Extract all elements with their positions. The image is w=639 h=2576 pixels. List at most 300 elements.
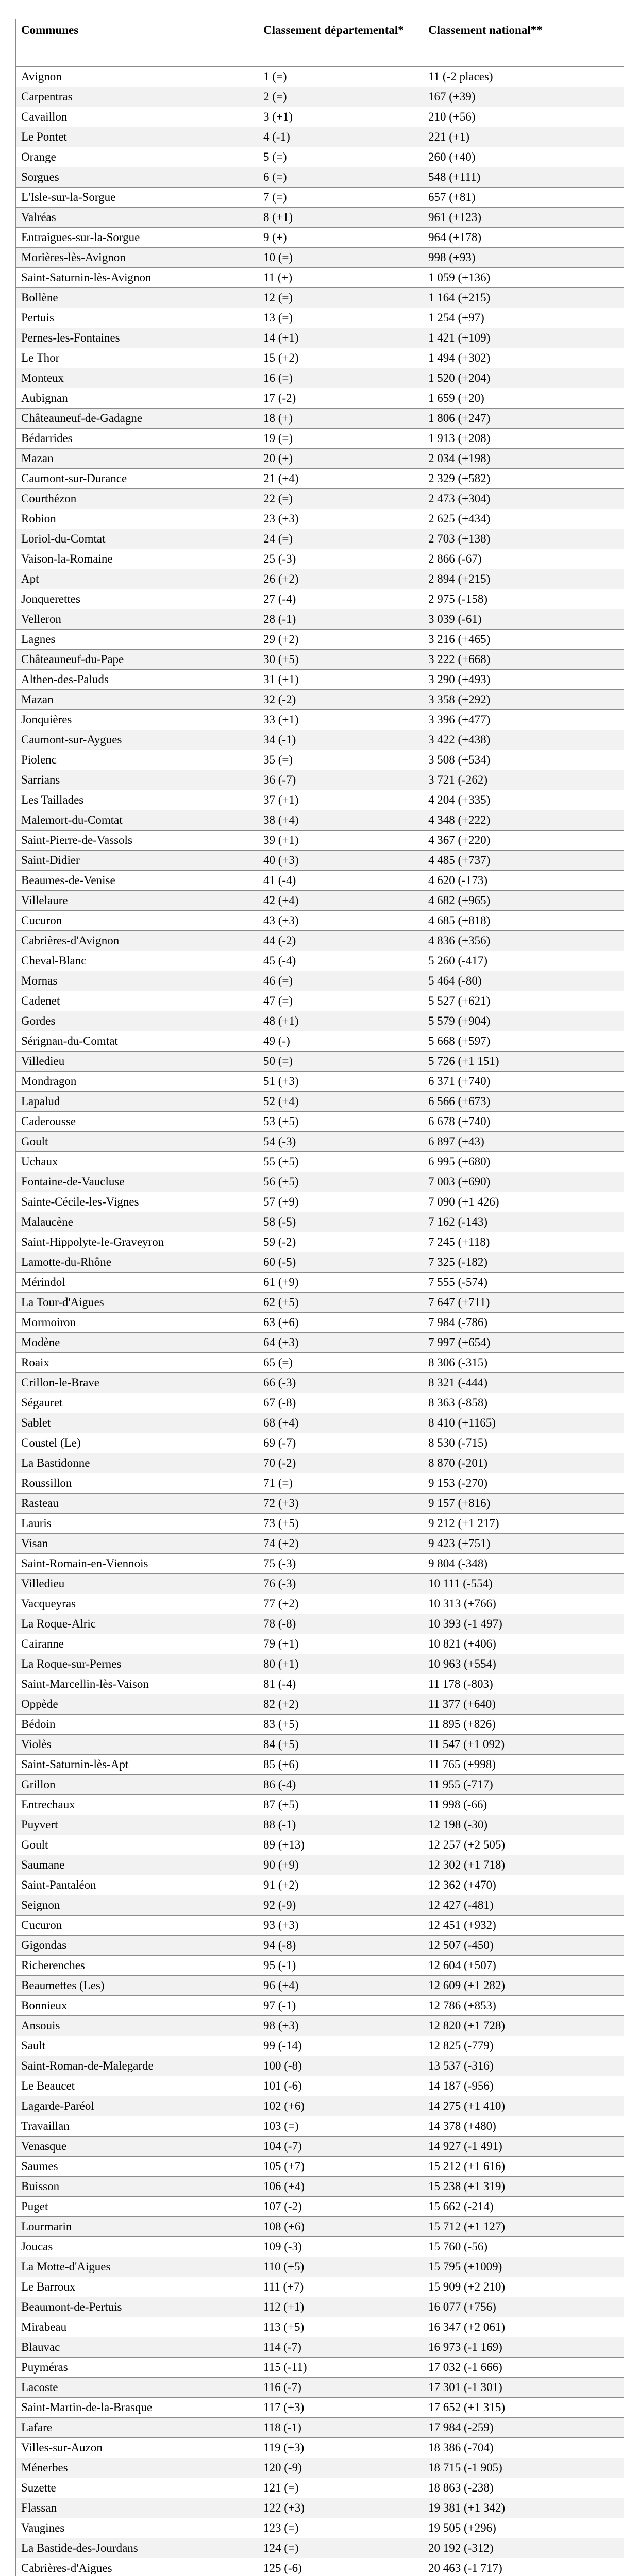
commune-cell: Malaucène: [16, 1212, 258, 1232]
table-row: [16, 851, 624, 871]
commune-cell: Lagnes: [16, 630, 258, 650]
commune-cell: Beaumettes (Les): [16, 1976, 258, 1996]
table-row: [16, 690, 624, 710]
national-rank-cell: 1 913 (+208): [423, 429, 624, 449]
national-rank-cell: 3 508 (+534): [423, 750, 624, 770]
national-rank-cell: 7 984 (-786): [423, 1313, 624, 1333]
table-row: [16, 2177, 624, 2197]
national-rank-cell: 1 059 (+136): [423, 268, 624, 288]
commune-cell: Lapalud: [16, 1092, 258, 1112]
table-row: [16, 991, 624, 1011]
commune-cell: Sainte-Cécile-les-Vignes: [16, 1192, 258, 1212]
commune-cell: Saint-Martin-de-la-Brasque: [16, 2398, 258, 2418]
commune-cell: Vaugines: [16, 2518, 258, 2538]
departmental-rank-cell: 84 (+5): [258, 1735, 423, 1755]
national-rank-cell: 2 625 (+434): [423, 509, 624, 529]
departmental-rank-cell: 117 (+3): [258, 2398, 423, 2418]
departmental-rank-cell: 77 (+2): [258, 1594, 423, 1614]
departmental-rank-cell: 26 (+2): [258, 569, 423, 589]
table-row: [16, 1333, 624, 1353]
departmental-rank-cell: 56 (+5): [258, 1172, 423, 1192]
table-row: [16, 891, 624, 911]
table-row: [16, 569, 624, 589]
national-rank-cell: 12 451 (+932): [423, 1916, 624, 1936]
departmental-rank-cell: 69 (-7): [258, 1433, 423, 1453]
table-row: [16, 790, 624, 810]
departmental-rank-cell: 62 (+5): [258, 1293, 423, 1313]
table-row: [16, 710, 624, 730]
table-row: [16, 2197, 624, 2217]
table-row: [16, 2237, 624, 2257]
national-rank-cell: 3 422 (+438): [423, 730, 624, 750]
table-row: [16, 2337, 624, 2358]
national-rank-cell: 17 032 (-1 666): [423, 2358, 624, 2378]
commune-cell: Beaumont-de-Pertuis: [16, 2297, 258, 2317]
departmental-rank-cell: 118 (-1): [258, 2418, 423, 2438]
departmental-rank-cell: 61 (+9): [258, 1273, 423, 1293]
national-rank-cell: 260 (+40): [423, 147, 624, 167]
departmental-rank-cell: 124 (=): [258, 2538, 423, 2558]
commune-cell: Pernes-les-Fontaines: [16, 328, 258, 348]
table-row: [16, 2438, 624, 2458]
column-header-communes: Communes: [16, 19, 258, 67]
ranking-table: [15, 19, 624, 2576]
departmental-rank-cell: 43 (+3): [258, 911, 423, 931]
departmental-rank-cell: 73 (+5): [258, 1514, 423, 1534]
commune-cell: Saint-Marcellin-lès-Vaison: [16, 1674, 258, 1694]
table-row: [16, 489, 624, 509]
national-rank-cell: 15 662 (-214): [423, 2197, 624, 2217]
national-rank-cell: 4 685 (+818): [423, 911, 624, 931]
commune-cell: Le Pontet: [16, 127, 258, 147]
commune-cell: Saumes: [16, 2157, 258, 2177]
table-row: [16, 810, 624, 831]
commune-cell: Mazan: [16, 690, 258, 710]
table-row: [16, 609, 624, 630]
departmental-rank-cell: 10 (=): [258, 248, 423, 268]
table-row: [16, 871, 624, 891]
national-rank-cell: 657 (+81): [423, 188, 624, 208]
table-row: [16, 1755, 624, 1775]
departmental-rank-cell: 74 (+2): [258, 1534, 423, 1554]
national-rank-cell: 5 668 (+597): [423, 1031, 624, 1052]
commune-cell: Suzette: [16, 2478, 258, 2498]
national-rank-cell: 8 410 (+1165): [423, 1413, 624, 1433]
table-row: [16, 1996, 624, 2016]
departmental-rank-cell: 38 (+4): [258, 810, 423, 831]
commune-cell: Lagarde-Paréol: [16, 2096, 258, 2116]
departmental-rank-cell: 7 (=): [258, 188, 423, 208]
table-row: [16, 1011, 624, 1031]
national-rank-cell: 2 975 (-158): [423, 589, 624, 609]
table-row: [16, 2297, 624, 2317]
commune-cell: Sérignan-du-Comtat: [16, 1031, 258, 1052]
departmental-rank-cell: 116 (-7): [258, 2378, 423, 2398]
national-rank-cell: 11 377 (+640): [423, 1694, 624, 1715]
table-row: [16, 1152, 624, 1172]
departmental-rank-cell: 51 (+3): [258, 1072, 423, 1092]
departmental-rank-cell: 48 (+1): [258, 1011, 423, 1031]
national-rank-cell: 15 712 (+1 127): [423, 2217, 624, 2237]
national-rank-cell: 3 039 (-61): [423, 609, 624, 630]
departmental-rank-cell: 32 (-2): [258, 690, 423, 710]
departmental-rank-cell: 1 (=): [258, 67, 423, 87]
national-rank-cell: 4 367 (+220): [423, 831, 624, 851]
departmental-rank-cell: 30 (+5): [258, 650, 423, 670]
departmental-rank-cell: 99 (-14): [258, 2036, 423, 2056]
commune-cell: Venasque: [16, 2137, 258, 2157]
national-rank-cell: 210 (+56): [423, 107, 624, 127]
table-row: [16, 1313, 624, 1333]
commune-cell: Cavaillon: [16, 107, 258, 127]
table-row: [16, 670, 624, 690]
departmental-rank-cell: 45 (-4): [258, 951, 423, 971]
commune-cell: Lauris: [16, 1514, 258, 1534]
departmental-rank-cell: 46 (=): [258, 971, 423, 991]
departmental-rank-cell: 19 (=): [258, 429, 423, 449]
table-row: [16, 1514, 624, 1534]
commune-cell: La Roque-Alric: [16, 1614, 258, 1634]
departmental-rank-cell: 16 (=): [258, 368, 423, 388]
commune-cell: Sablet: [16, 1413, 258, 1433]
departmental-rank-cell: 112 (+1): [258, 2297, 423, 2317]
departmental-rank-cell: 52 (+4): [258, 1092, 423, 1112]
departmental-rank-cell: 14 (+1): [258, 328, 423, 348]
departmental-rank-cell: 4 (-1): [258, 127, 423, 147]
commune-cell: La Bastide-des-Jourdans: [16, 2538, 258, 2558]
commune-cell: Le Thor: [16, 348, 258, 368]
table-row: [16, 127, 624, 147]
departmental-rank-cell: 109 (-3): [258, 2237, 423, 2257]
table-row: [16, 1393, 624, 1413]
national-rank-cell: 12 786 (+853): [423, 1996, 624, 2016]
commune-cell: Entrechaux: [16, 1795, 258, 1815]
national-rank-cell: 3 358 (+292): [423, 690, 624, 710]
table-row: [16, 288, 624, 308]
national-rank-cell: 20 463 (-1 717): [423, 2558, 624, 2576]
departmental-rank-cell: 107 (-2): [258, 2197, 423, 2217]
table-row: [16, 1494, 624, 1514]
national-rank-cell: 7 003 (+690): [423, 1172, 624, 1192]
table-row: [16, 1232, 624, 1252]
departmental-rank-cell: 28 (-1): [258, 609, 423, 630]
departmental-rank-cell: 20 (+): [258, 449, 423, 469]
table-row: [16, 1534, 624, 1554]
table-row: [16, 1775, 624, 1795]
national-rank-cell: 7 245 (+118): [423, 1232, 624, 1252]
commune-cell: Gigondas: [16, 1936, 258, 1956]
table-row: [16, 2358, 624, 2378]
commune-cell: La Roque-sur-Pernes: [16, 1654, 258, 1674]
departmental-rank-cell: 6 (=): [258, 167, 423, 188]
national-rank-cell: 8 363 (-858): [423, 1393, 624, 1413]
national-rank-cell: 12 604 (+507): [423, 1956, 624, 1976]
national-rank-cell: 221 (+1): [423, 127, 624, 147]
departmental-rank-cell: 82 (+2): [258, 1694, 423, 1715]
national-rank-cell: 9 157 (+816): [423, 1494, 624, 1514]
national-rank-cell: 12 302 (+1 718): [423, 1855, 624, 1875]
national-rank-cell: 3 290 (+493): [423, 670, 624, 690]
table-row: [16, 1212, 624, 1232]
commune-cell: Cucuron: [16, 1916, 258, 1936]
commune-cell: Cairanne: [16, 1634, 258, 1654]
table-row: [16, 931, 624, 951]
table-row: [16, 1132, 624, 1152]
table-row: [16, 750, 624, 770]
national-rank-cell: 8 306 (-315): [423, 1353, 624, 1373]
departmental-rank-cell: 31 (+1): [258, 670, 423, 690]
commune-cell: Bédarrides: [16, 429, 258, 449]
table-row: [16, 1956, 624, 1976]
national-rank-cell: 15 212 (+1 616): [423, 2157, 624, 2177]
commune-cell: Violès: [16, 1735, 258, 1755]
commune-cell: L'Isle-sur-la-Sorgue: [16, 188, 258, 208]
departmental-rank-cell: 125 (-6): [258, 2558, 423, 2576]
commune-cell: Roussillon: [16, 1473, 258, 1494]
national-rank-cell: 6 995 (+680): [423, 1152, 624, 1172]
departmental-rank-cell: 3 (+1): [258, 107, 423, 127]
table-row: [16, 1353, 624, 1373]
departmental-rank-cell: 59 (-2): [258, 1232, 423, 1252]
departmental-rank-cell: 23 (+3): [258, 509, 423, 529]
departmental-rank-cell: 65 (=): [258, 1353, 423, 1373]
departmental-rank-cell: 100 (-8): [258, 2056, 423, 2076]
table-row: [16, 469, 624, 489]
departmental-rank-cell: 80 (+1): [258, 1654, 423, 1674]
departmental-rank-cell: 44 (-2): [258, 931, 423, 951]
commune-cell: Châteauneuf-de-Gadagne: [16, 409, 258, 429]
table-row: [16, 167, 624, 188]
table-row: [16, 2317, 624, 2337]
departmental-rank-cell: 83 (+5): [258, 1715, 423, 1735]
table-row: [16, 1916, 624, 1936]
departmental-rank-cell: 50 (=): [258, 1052, 423, 1072]
departmental-rank-cell: 78 (-8): [258, 1614, 423, 1634]
commune-cell: Crillon-le-Brave: [16, 1373, 258, 1393]
departmental-rank-cell: 90 (+9): [258, 1855, 423, 1875]
commune-cell: Le Barroux: [16, 2277, 258, 2297]
table-row: [16, 529, 624, 549]
commune-cell: Puyvert: [16, 1815, 258, 1835]
national-rank-cell: 18 386 (-704): [423, 2438, 624, 2458]
commune-cell: Valréas: [16, 208, 258, 228]
national-rank-cell: 15 760 (-56): [423, 2237, 624, 2257]
departmental-rank-cell: 57 (+9): [258, 1192, 423, 1212]
national-rank-cell: 9 804 (-348): [423, 1554, 624, 1574]
commune-cell: Châteauneuf-du-Pape: [16, 650, 258, 670]
table-row: [16, 650, 624, 670]
departmental-rank-cell: 58 (-5): [258, 1212, 423, 1232]
table-row: [16, 1735, 624, 1755]
departmental-rank-cell: 105 (+7): [258, 2157, 423, 2177]
departmental-rank-cell: 22 (=): [258, 489, 423, 509]
departmental-rank-cell: 95 (-1): [258, 1956, 423, 1976]
table-body: [16, 67, 624, 2576]
national-rank-cell: 2 473 (+304): [423, 489, 624, 509]
table-row: [16, 2277, 624, 2297]
table-row: [16, 87, 624, 107]
commune-cell: Apt: [16, 569, 258, 589]
departmental-rank-cell: 104 (-7): [258, 2137, 423, 2157]
commune-cell: Puyméras: [16, 2358, 258, 2378]
departmental-rank-cell: 66 (-3): [258, 1373, 423, 1393]
table-row: [16, 1554, 624, 1574]
departmental-rank-cell: 103 (=): [258, 2116, 423, 2137]
table-row: [16, 2558, 624, 2576]
commune-cell: Lourmarin: [16, 2217, 258, 2237]
commune-cell: Sorgues: [16, 167, 258, 188]
national-rank-cell: 6 566 (+673): [423, 1092, 624, 1112]
national-rank-cell: 10 111 (-554): [423, 1574, 624, 1594]
commune-cell: Mérindol: [16, 1273, 258, 1293]
departmental-rank-cell: 24 (=): [258, 529, 423, 549]
national-rank-cell: 5 527 (+621): [423, 991, 624, 1011]
table-row: [16, 328, 624, 348]
departmental-rank-cell: 29 (+2): [258, 630, 423, 650]
table-row: [16, 107, 624, 127]
table-row: [16, 770, 624, 790]
departmental-rank-cell: 5 (=): [258, 147, 423, 167]
national-rank-cell: 6 371 (+740): [423, 1072, 624, 1092]
departmental-rank-cell: 94 (-8): [258, 1936, 423, 1956]
commune-cell: Les Taillades: [16, 790, 258, 810]
commune-cell: Joucas: [16, 2237, 258, 2257]
national-rank-cell: 1 806 (+247): [423, 409, 624, 429]
national-rank-cell: 15 238 (+1 319): [423, 2177, 624, 2197]
national-rank-cell: 3 396 (+477): [423, 710, 624, 730]
table-row: [16, 1795, 624, 1815]
commune-cell: Roaix: [16, 1353, 258, 1373]
national-rank-cell: 7 997 (+654): [423, 1333, 624, 1353]
national-rank-cell: 5 579 (+904): [423, 1011, 624, 1031]
commune-cell: Saint-Saturnin-lès-Avignon: [16, 268, 258, 288]
departmental-rank-cell: 36 (-7): [258, 770, 423, 790]
national-rank-cell: 4 682 (+965): [423, 891, 624, 911]
table-row: [16, 308, 624, 328]
commune-cell: Ménerbes: [16, 2458, 258, 2478]
commune-cell: Grillon: [16, 1775, 258, 1795]
table-row: [16, 971, 624, 991]
commune-cell: Uchaux: [16, 1152, 258, 1172]
commune-cell: Saint-Romain-en-Viennois: [16, 1554, 258, 1574]
departmental-rank-cell: 2 (=): [258, 87, 423, 107]
commune-cell: Mirabeau: [16, 2317, 258, 2337]
commune-cell: Rasteau: [16, 1494, 258, 1514]
national-rank-cell: 12 198 (-30): [423, 1815, 624, 1835]
national-rank-cell: 548 (+111): [423, 167, 624, 188]
departmental-rank-cell: 114 (-7): [258, 2337, 423, 2358]
commune-cell: Caumont-sur-Durance: [16, 469, 258, 489]
table-row: [16, 1694, 624, 1715]
national-rank-cell: 4 348 (+222): [423, 810, 624, 831]
commune-cell: Aubignan: [16, 388, 258, 409]
commune-cell: Gordes: [16, 1011, 258, 1031]
departmental-rank-cell: 115 (-11): [258, 2358, 423, 2378]
table-row: [16, 911, 624, 931]
table-row: [16, 388, 624, 409]
table-row: [16, 549, 624, 569]
table-row: [16, 1654, 624, 1674]
departmental-rank-cell: 108 (+6): [258, 2217, 423, 2237]
table-row: [16, 1835, 624, 1855]
departmental-rank-cell: 96 (+4): [258, 1976, 423, 1996]
national-rank-cell: 998 (+93): [423, 248, 624, 268]
national-rank-cell: 11 895 (+826): [423, 1715, 624, 1735]
national-rank-cell: 6 678 (+740): [423, 1112, 624, 1132]
departmental-rank-cell: 113 (+5): [258, 2317, 423, 2337]
departmental-rank-cell: 54 (-3): [258, 1132, 423, 1152]
departmental-rank-cell: 17 (-2): [258, 388, 423, 409]
table-row: [16, 348, 624, 368]
table-row: [16, 2418, 624, 2438]
commune-cell: Seignon: [16, 1895, 258, 1916]
table-row: [16, 1052, 624, 1072]
commune-cell: Villedieu: [16, 1052, 258, 1072]
departmental-rank-cell: 88 (-1): [258, 1815, 423, 1835]
national-rank-cell: 961 (+123): [423, 208, 624, 228]
table-row: [16, 1574, 624, 1594]
departmental-rank-cell: 68 (+4): [258, 1413, 423, 1433]
table-row: [16, 2498, 624, 2518]
commune-cell: Sarrians: [16, 770, 258, 790]
national-rank-cell: 1 520 (+204): [423, 368, 624, 388]
departmental-rank-cell: 42 (+4): [258, 891, 423, 911]
national-rank-cell: 12 257 (+2 505): [423, 1835, 624, 1855]
commune-cell: Avignon: [16, 67, 258, 87]
table-row: [16, 1936, 624, 1956]
national-rank-cell: 17 984 (-259): [423, 2418, 624, 2438]
table-row: [16, 208, 624, 228]
table-row: [16, 630, 624, 650]
departmental-rank-cell: 89 (+13): [258, 1835, 423, 1855]
national-rank-cell: 11 765 (+998): [423, 1755, 624, 1775]
national-rank-cell: 14 378 (+480): [423, 2116, 624, 2137]
departmental-rank-cell: 63 (+6): [258, 1313, 423, 1333]
national-rank-cell: 4 620 (-173): [423, 871, 624, 891]
table-row: [16, 2016, 624, 2036]
table-row: [16, 1634, 624, 1654]
departmental-rank-cell: 27 (-4): [258, 589, 423, 609]
commune-cell: Loriol-du-Comtat: [16, 529, 258, 549]
departmental-rank-cell: 39 (+1): [258, 831, 423, 851]
commune-cell: Goult: [16, 1835, 258, 1855]
commune-cell: La Motte-d'Aigues: [16, 2257, 258, 2277]
departmental-rank-cell: 41 (-4): [258, 871, 423, 891]
commune-cell: Richerenches: [16, 1956, 258, 1976]
table-row: [16, 2116, 624, 2137]
national-rank-cell: 2 866 (-67): [423, 549, 624, 569]
national-rank-cell: 7 325 (-182): [423, 1252, 624, 1273]
table-row: [16, 1674, 624, 1694]
national-rank-cell: 11 998 (-66): [423, 1795, 624, 1815]
departmental-rank-cell: 79 (+1): [258, 1634, 423, 1654]
commune-cell: Mornas: [16, 971, 258, 991]
table-row: [16, 1594, 624, 1614]
table-row: [16, 1252, 624, 1273]
national-rank-cell: 7 555 (-574): [423, 1273, 624, 1293]
table-row: [16, 831, 624, 851]
commune-cell: Velleron: [16, 609, 258, 630]
departmental-rank-cell: 91 (+2): [258, 1875, 423, 1895]
departmental-rank-cell: 60 (-5): [258, 1252, 423, 1273]
national-rank-cell: 167 (+39): [423, 87, 624, 107]
commune-cell: Villes-sur-Auzon: [16, 2438, 258, 2458]
national-rank-cell: 15 909 (+2 210): [423, 2277, 624, 2297]
table-row: [16, 2518, 624, 2538]
national-rank-cell: 11 178 (-803): [423, 1674, 624, 1694]
national-rank-cell: 964 (+178): [423, 228, 624, 248]
commune-cell: Courthézon: [16, 489, 258, 509]
